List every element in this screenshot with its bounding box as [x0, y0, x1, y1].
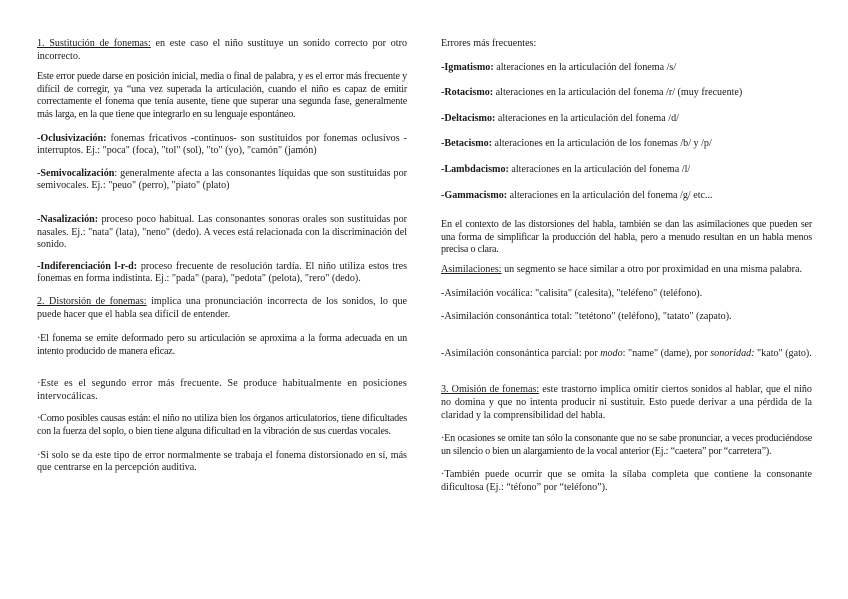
left-column	[37, 38, 407, 475]
error-item: -Gammacismo: alteraciones en la articulación del fonema /g/ etc...	[441, 189, 713, 201]
error-item: -Betacismo: alteraciones en la articulación de los fonemas /b/ y /p/	[441, 138, 712, 150]
errores-title: Errores más frecuentes:	[441, 38, 537, 49]
distorsion-point-1: ·El fonema se emite deformado pero su articulación se aproxima a la forma adecuada en un intento producido de manera eficaz.	[37, 333, 407, 357]
section-1-intro: 1. Sustitución de fonemas: en este caso el niño sustituye un sonido correcto por otro incorrecto.	[37, 38, 408, 62]
asimilaciones-definition: Asimilaciones: un segmento se hace similar a otro por proximidad en una misma palabra.	[441, 263, 803, 275]
oclusivizacion-item: -Oclusivización: fonemas fricativos -continuos- son sustituidos por fonemas oclusivos -interruptos. Ej.: "poca" (foca), "tol" (sol), "to" (yo), "camón" (jamón)	[37, 132, 407, 157]
error-term: -Gammacismo:	[441, 189, 508, 201]
omision-point-1: ·En ocasiones se omite tan sólo la consonante que no se sabe pronunciar, a veces produciéndose un silencio o bien un alargamiento de la vocal anterior (Ej.: “caetera” por “carretera”).	[441, 433, 812, 457]
nasalizacion-term: -Nasalización:	[37, 213, 99, 225]
error-item: -Lambdacismo: alteraciones en la articulación del fonema /l/	[441, 163, 691, 175]
asimilaciones-heading: Asimilaciones:	[441, 263, 502, 275]
indiferenciacion-term: -Indiferenciación l-r-d:	[37, 260, 138, 272]
error-term: -Betacismo:	[441, 138, 493, 150]
section-1-heading: 1. Sustitución de fonemas:	[37, 38, 151, 49]
error-item: -Rotacismo: alteraciones en la articulación del fonema /r/ (muy frecuente)	[441, 87, 743, 99]
section-3-intro: 3. Omisión de fonemas: este trastorno implica omitir ciertos sonidos al hablar, que el niño no domina y que no intenta producir ni sustituir. Esto puede derivar a una pérdida de la claridad y la comprensibilidad del habla.	[441, 384, 812, 421]
oclusivizacion-term: -Oclusivización:	[37, 132, 107, 144]
semivocalizacion-term: -Semivocalización	[37, 167, 115, 179]
right-column	[441, 38, 812, 494]
distorsion-point-3: ·Como posibles causas están: el niño no utiliza bien los órganos articulatorios, tiene dificultades con la fuerza del soplo, o bien tiene alguna dificultad en la vibración de sus cuerdas vocales.	[37, 413, 407, 438]
error-term: -Lambdacismo:	[441, 163, 509, 175]
section-3-heading: 3. Omisión de fonemas:	[441, 384, 540, 396]
section-2-intro: 2. Distorsión de fonemas: implica una pronunciación incorrecta de los sonidos, lo que puede hacer que el habla sea difícil de entender.	[37, 295, 407, 320]
indiferenciacion-item: -Indiferenciación l-r-d: proceso frecuente de resolución tardía. El niño utiliza estos tres fonemas en forma indistinta. Ej.: "pada" (para), "pedota" (pelota), "rero" (dedo).	[37, 260, 407, 285]
omision-point-2: ·También puede ocurrir que se omita la sílaba completa que contiene la consonante dificultosa (Ej.: “téfono” por “teléfono”).	[441, 469, 812, 493]
error-term: -Deltacismo:	[441, 112, 496, 124]
asimilacion-parcial: -Asimilación consonántica parcial: por modo: "name" (dame), por sonoridad: "kato" (gato).	[441, 347, 812, 359]
error-term: -Igmatismo:	[441, 61, 494, 73]
asimilacion-vocalica: -Asimilación vocálica: "calisita" (calesita), "teléfeno" (teléfono).	[441, 287, 703, 299]
section-2-heading: 2. Distorsión de fonemas:	[37, 295, 147, 307]
nasalizacion-item: -Nasalización: proceso poco habitual. Las consonantes sonoras orales son sustituidas por nasales. Ej.: "nata" (lata), "neno" (dedo). A veces está relacionada con la discriminación del sonido.	[37, 213, 407, 251]
error-term: -Rotacismo:	[441, 87, 494, 99]
error-item: -Deltacismo: alteraciones en la articulación del fonema /d/	[441, 112, 679, 124]
asimilaciones-context: En el contexto de las distorsiones del habla, también se dan las asimilaciones que pueden ser una forma de simplificar la producción del habla, pero a menudo resultan en un habla menos precisa o clara.	[441, 219, 812, 256]
distorsion-point-4: ·Si solo se da este tipo de error normalmente se trabaja el fonema distorsionado en sí, más que centrarse en la percepción auditiva.	[37, 449, 407, 474]
asimilacion-total: -Asimilación consonántica total: "tetétono" (teléfono), "tatato" (zapato).	[441, 311, 732, 323]
distorsion-point-2: ·Este es el segundo error más frecuente. Se produce habitualmente en posiciones intervocálicas.	[37, 378, 407, 402]
semivocalizacion-item: -Semivocalización: generalmente afecta a las consonantes líquidas que son sustituidas por semivocales. Ej.: "peuo" (perro), "piato" (plato)	[37, 167, 407, 192]
section-1-paragraph: Este error puede darse en posición inicial, media o final de palabra, y es el error más frecuente y difícil de corregir, ya “una vez superada la articulación, cuando el niño es capaz de emitir correctamente el fonema que tenía ausente, tiene que superar una segunda fase, generalmente más larga, en la que tiene que integrarlo en su lenguaje espontáneo.	[37, 71, 407, 120]
error-item: -Igmatismo: alteraciones en la articulación del fonema /s/	[441, 61, 677, 73]
